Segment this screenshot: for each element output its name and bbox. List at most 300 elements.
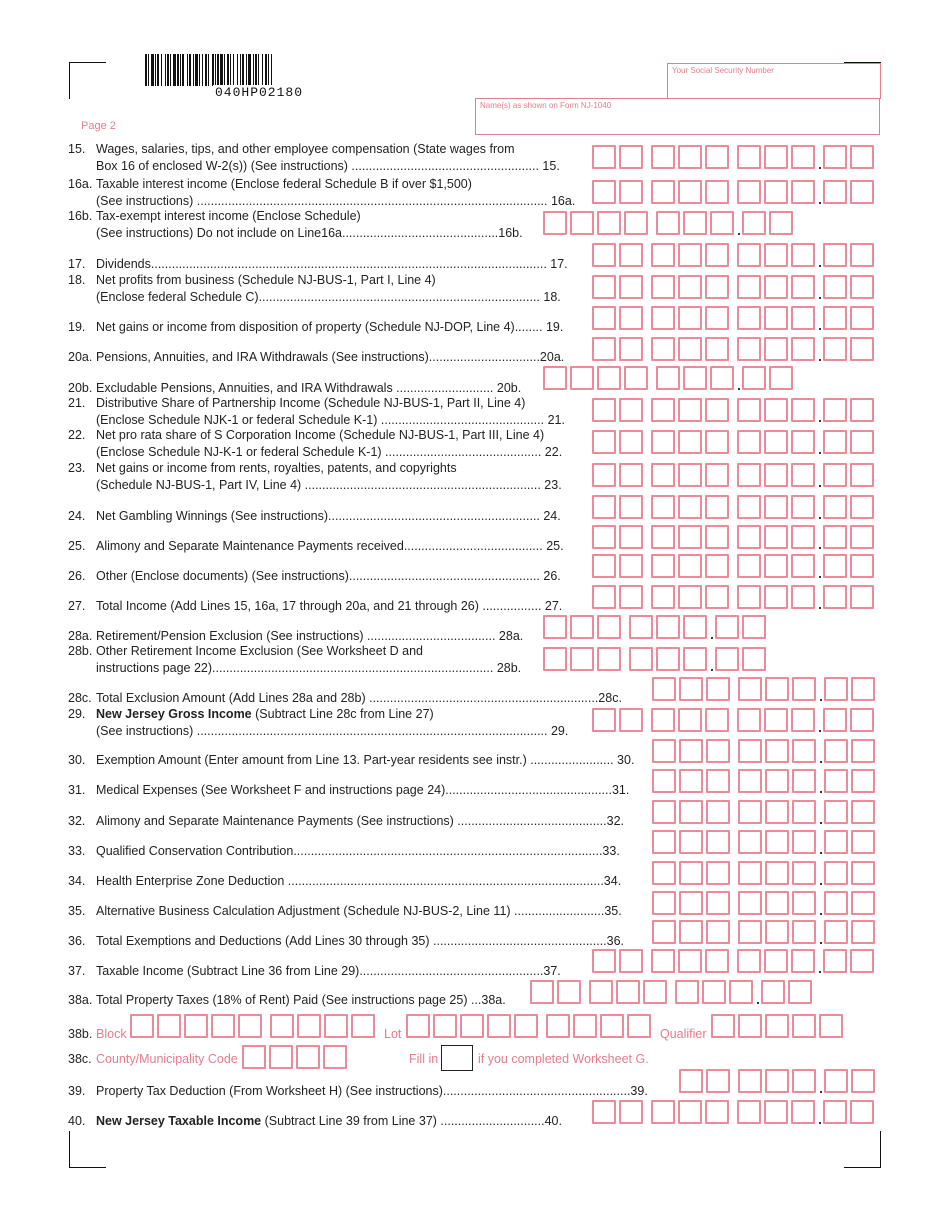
line-32-digit-box[interactable] <box>851 800 875 824</box>
line-17-digit-box[interactable] <box>764 243 788 267</box>
line-15-digit-box[interactable] <box>764 145 788 169</box>
line-17-digit-box[interactable] <box>791 243 815 267</box>
line-15-digit-box[interactable] <box>823 145 847 169</box>
name-field[interactable] <box>475 98 880 135</box>
line-39-digit-box[interactable] <box>824 1069 848 1093</box>
line-40-digit-box[interactable] <box>791 1100 815 1124</box>
line-34-digit-box[interactable] <box>851 861 875 885</box>
line-34-digit-box[interactable] <box>679 861 703 885</box>
line-24-digit-box[interactable] <box>791 495 815 519</box>
line-31-digit-box[interactable] <box>792 769 816 793</box>
line-21-digit-box[interactable] <box>850 398 874 422</box>
line-19-digit-box[interactable] <box>850 306 874 330</box>
line-30-digit-box[interactable] <box>851 739 875 763</box>
line-32-digit-box[interactable] <box>679 800 703 824</box>
line-28a-digit-box[interactable] <box>629 615 653 639</box>
line-20b-digit-box[interactable] <box>597 366 621 390</box>
line-34-digit-box[interactable] <box>738 861 762 885</box>
line-40-digit-box[interactable] <box>651 1100 675 1124</box>
line-39-digit-box[interactable] <box>679 1069 703 1093</box>
line-23-digit-box[interactable] <box>737 463 761 487</box>
line-33-digit-box[interactable] <box>738 830 762 854</box>
line-20a-digit-box[interactable] <box>705 337 729 361</box>
line-19-digit-box[interactable] <box>764 306 788 330</box>
line-36-digit-box[interactable] <box>706 920 730 944</box>
line-17-digit-box[interactable] <box>651 243 675 267</box>
line-27-digit-box[interactable] <box>823 585 847 609</box>
line-39-digit-box[interactable] <box>792 1069 816 1093</box>
line-36-digit-box[interactable] <box>738 920 762 944</box>
line-24-digit-box[interactable] <box>705 495 729 519</box>
line-21-digit-box[interactable] <box>791 398 815 422</box>
line-15-digit-box[interactable] <box>791 145 815 169</box>
line-25-digit-box[interactable] <box>850 525 874 549</box>
line-29-digit-box[interactable] <box>850 708 874 732</box>
line-28a-digit-box[interactable] <box>570 615 594 639</box>
line-21-digit-box[interactable] <box>592 398 616 422</box>
line-15-digit-box[interactable] <box>678 145 702 169</box>
line-32-digit-box[interactable] <box>824 800 848 824</box>
line-37-digit-box[interactable] <box>592 949 616 973</box>
line-16b-digit-box[interactable] <box>769 211 793 235</box>
line-38a-digit-box[interactable] <box>530 980 554 1004</box>
line-22-digit-box[interactable] <box>823 430 847 454</box>
line-36-digit-box[interactable] <box>765 920 789 944</box>
line-31-digit-box[interactable] <box>851 769 875 793</box>
line-23-digit-box[interactable] <box>823 463 847 487</box>
qualifier-digit-box[interactable] <box>738 1014 762 1038</box>
line-27-digit-box[interactable] <box>651 585 675 609</box>
line-16a-digit-box[interactable] <box>651 180 675 204</box>
line-32-digit-box[interactable] <box>706 800 730 824</box>
line-28c-digit-box[interactable] <box>652 677 676 701</box>
line-34-digit-box[interactable] <box>706 861 730 885</box>
line-18-digit-box[interactable] <box>764 275 788 299</box>
line-23-digit-box[interactable] <box>850 463 874 487</box>
line-22-digit-box[interactable] <box>678 430 702 454</box>
line-28c-digit-box[interactable] <box>792 677 816 701</box>
line-29-digit-box[interactable] <box>823 708 847 732</box>
line-16a-digit-box[interactable] <box>619 180 643 204</box>
line-36-digit-box[interactable] <box>652 920 676 944</box>
line-21-digit-box[interactable] <box>651 398 675 422</box>
ssn-field[interactable] <box>667 63 881 99</box>
line-15-digit-box[interactable] <box>592 145 616 169</box>
line-23-digit-box[interactable] <box>764 463 788 487</box>
line-39-digit-box[interactable] <box>765 1069 789 1093</box>
line-33-digit-box[interactable] <box>824 830 848 854</box>
line-28b-digit-box[interactable] <box>742 647 766 671</box>
line-28b-digit-box[interactable] <box>543 647 567 671</box>
line-34-digit-box[interactable] <box>824 861 848 885</box>
line-18-digit-box[interactable] <box>791 275 815 299</box>
line-31-digit-box[interactable] <box>765 769 789 793</box>
line-23-digit-box[interactable] <box>791 463 815 487</box>
line-37-digit-box[interactable] <box>791 949 815 973</box>
line-26-digit-box[interactable] <box>705 554 729 578</box>
line-21-digit-box[interactable] <box>823 398 847 422</box>
line-17-digit-box[interactable] <box>737 243 761 267</box>
line-18-digit-box[interactable] <box>737 275 761 299</box>
line-33-digit-box[interactable] <box>679 830 703 854</box>
line-22-digit-box[interactable] <box>764 430 788 454</box>
line-32-digit-box[interactable] <box>765 800 789 824</box>
line-37-digit-box[interactable] <box>737 949 761 973</box>
qualifier-digit-box[interactable] <box>711 1014 735 1038</box>
line-28a-digit-box[interactable] <box>543 615 567 639</box>
line-27-digit-box[interactable] <box>619 585 643 609</box>
line-27-digit-box[interactable] <box>678 585 702 609</box>
line-27-digit-box[interactable] <box>737 585 761 609</box>
line-23-digit-box[interactable] <box>678 463 702 487</box>
line-24-digit-box[interactable] <box>737 495 761 519</box>
line-22-digit-box[interactable] <box>791 430 815 454</box>
line-29-digit-box[interactable] <box>705 708 729 732</box>
lot-digit-box[interactable] <box>406 1014 430 1038</box>
line-24-digit-box[interactable] <box>619 495 643 519</box>
line-29-digit-box[interactable] <box>737 708 761 732</box>
line-27-digit-box[interactable] <box>764 585 788 609</box>
line-20b-digit-box[interactable] <box>543 366 567 390</box>
line-16a-digit-box[interactable] <box>592 180 616 204</box>
line-17-digit-box[interactable] <box>619 243 643 267</box>
block-digit-box[interactable] <box>211 1014 235 1038</box>
line-20b-digit-box[interactable] <box>742 366 766 390</box>
line-18-digit-box[interactable] <box>651 275 675 299</box>
line-17-digit-box[interactable] <box>823 243 847 267</box>
line-29-digit-box[interactable] <box>678 708 702 732</box>
line-28c-digit-box[interactable] <box>851 677 875 701</box>
line-16b-digit-box[interactable] <box>597 211 621 235</box>
qualifier-digit-box[interactable] <box>765 1014 789 1038</box>
block-digit-box[interactable] <box>184 1014 208 1038</box>
line-16a-digit-box[interactable] <box>823 180 847 204</box>
line-22-digit-box[interactable] <box>850 430 874 454</box>
line-37-digit-box[interactable] <box>705 949 729 973</box>
line-38a-digit-box[interactable] <box>616 980 640 1004</box>
line-26-digit-box[interactable] <box>850 554 874 578</box>
line-25-digit-box[interactable] <box>651 525 675 549</box>
line-22-digit-box[interactable] <box>705 430 729 454</box>
block-digit-box[interactable] <box>351 1014 375 1038</box>
line-24-digit-box[interactable] <box>823 495 847 519</box>
line-20b-digit-box[interactable] <box>570 366 594 390</box>
line-40-digit-box[interactable] <box>850 1100 874 1124</box>
line-19-digit-box[interactable] <box>592 306 616 330</box>
county-code-digit-box[interactable] <box>323 1045 347 1069</box>
line-25-digit-box[interactable] <box>619 525 643 549</box>
line-24-digit-box[interactable] <box>850 495 874 519</box>
line-29-digit-box[interactable] <box>651 708 675 732</box>
block-digit-box[interactable] <box>270 1014 294 1038</box>
county-code-digit-box[interactable] <box>269 1045 293 1069</box>
line-28c-digit-box[interactable] <box>738 677 762 701</box>
line-29-digit-box[interactable] <box>791 708 815 732</box>
line-40-digit-box[interactable] <box>737 1100 761 1124</box>
line-37-digit-box[interactable] <box>823 949 847 973</box>
line-16b-digit-box[interactable] <box>624 211 648 235</box>
line-20a-digit-box[interactable] <box>678 337 702 361</box>
line-37-digit-box[interactable] <box>850 949 874 973</box>
line-20a-digit-box[interactable] <box>737 337 761 361</box>
line-39-digit-box[interactable] <box>738 1069 762 1093</box>
line-24-digit-box[interactable] <box>678 495 702 519</box>
line-20a-digit-box[interactable] <box>823 337 847 361</box>
line-31-digit-box[interactable] <box>824 769 848 793</box>
line-23-digit-box[interactable] <box>705 463 729 487</box>
line-20b-digit-box[interactable] <box>656 366 680 390</box>
line-17-digit-box[interactable] <box>678 243 702 267</box>
worksheet-g-checkbox[interactable] <box>441 1045 473 1071</box>
line-28a-digit-box[interactable] <box>683 615 707 639</box>
line-28b-digit-box[interactable] <box>656 647 680 671</box>
line-16b-digit-box[interactable] <box>742 211 766 235</box>
line-29-digit-box[interactable] <box>592 708 616 732</box>
line-18-digit-box[interactable] <box>823 275 847 299</box>
line-26-digit-box[interactable] <box>619 554 643 578</box>
line-40-digit-box[interactable] <box>619 1100 643 1124</box>
lot-digit-box[interactable] <box>573 1014 597 1038</box>
line-21-digit-box[interactable] <box>705 398 729 422</box>
line-26-digit-box[interactable] <box>764 554 788 578</box>
line-16b-digit-box[interactable] <box>543 211 567 235</box>
line-25-digit-box[interactable] <box>678 525 702 549</box>
line-20a-digit-box[interactable] <box>791 337 815 361</box>
line-38a-digit-box[interactable] <box>557 980 581 1004</box>
line-19-digit-box[interactable] <box>619 306 643 330</box>
line-33-digit-box[interactable] <box>851 830 875 854</box>
lot-digit-box[interactable] <box>433 1014 457 1038</box>
line-22-digit-box[interactable] <box>619 430 643 454</box>
line-32-digit-box[interactable] <box>738 800 762 824</box>
line-15-digit-box[interactable] <box>705 145 729 169</box>
line-20a-digit-box[interactable] <box>850 337 874 361</box>
line-21-digit-box[interactable] <box>764 398 788 422</box>
line-16a-digit-box[interactable] <box>764 180 788 204</box>
line-16b-digit-box[interactable] <box>683 211 707 235</box>
line-19-digit-box[interactable] <box>737 306 761 330</box>
line-34-digit-box[interactable] <box>652 861 676 885</box>
line-35-digit-box[interactable] <box>851 891 875 915</box>
line-28c-digit-box[interactable] <box>824 677 848 701</box>
line-28c-digit-box[interactable] <box>765 677 789 701</box>
line-25-digit-box[interactable] <box>823 525 847 549</box>
line-36-digit-box[interactable] <box>824 920 848 944</box>
line-24-digit-box[interactable] <box>651 495 675 519</box>
line-37-digit-box[interactable] <box>678 949 702 973</box>
line-30-digit-box[interactable] <box>792 739 816 763</box>
line-31-digit-box[interactable] <box>679 769 703 793</box>
line-34-digit-box[interactable] <box>792 861 816 885</box>
line-29-digit-box[interactable] <box>619 708 643 732</box>
line-25-digit-box[interactable] <box>705 525 729 549</box>
line-35-digit-box[interactable] <box>792 891 816 915</box>
line-27-digit-box[interactable] <box>705 585 729 609</box>
line-40-digit-box[interactable] <box>764 1100 788 1124</box>
lot-digit-box[interactable] <box>627 1014 651 1038</box>
line-40-digit-box[interactable] <box>678 1100 702 1124</box>
line-29-digit-box[interactable] <box>764 708 788 732</box>
line-19-digit-box[interactable] <box>678 306 702 330</box>
line-27-digit-box[interactable] <box>592 585 616 609</box>
line-35-digit-box[interactable] <box>765 891 789 915</box>
line-28a-digit-box[interactable] <box>597 615 621 639</box>
line-16a-digit-box[interactable] <box>737 180 761 204</box>
line-18-digit-box[interactable] <box>850 275 874 299</box>
block-digit-box[interactable] <box>324 1014 348 1038</box>
line-20a-digit-box[interactable] <box>619 337 643 361</box>
line-38a-digit-box[interactable] <box>589 980 613 1004</box>
line-27-digit-box[interactable] <box>791 585 815 609</box>
line-25-digit-box[interactable] <box>737 525 761 549</box>
line-16b-digit-box[interactable] <box>570 211 594 235</box>
line-26-digit-box[interactable] <box>823 554 847 578</box>
line-28a-digit-box[interactable] <box>742 615 766 639</box>
line-20a-digit-box[interactable] <box>592 337 616 361</box>
line-17-digit-box[interactable] <box>705 243 729 267</box>
line-18-digit-box[interactable] <box>705 275 729 299</box>
line-20b-digit-box[interactable] <box>624 366 648 390</box>
line-26-digit-box[interactable] <box>791 554 815 578</box>
line-31-digit-box[interactable] <box>652 769 676 793</box>
line-19-digit-box[interactable] <box>651 306 675 330</box>
line-36-digit-box[interactable] <box>679 920 703 944</box>
line-31-digit-box[interactable] <box>706 769 730 793</box>
line-23-digit-box[interactable] <box>619 463 643 487</box>
line-30-digit-box[interactable] <box>706 739 730 763</box>
line-16a-digit-box[interactable] <box>705 180 729 204</box>
line-26-digit-box[interactable] <box>737 554 761 578</box>
block-digit-box[interactable] <box>238 1014 262 1038</box>
line-18-digit-box[interactable] <box>592 275 616 299</box>
line-38a-digit-box[interactable] <box>675 980 699 1004</box>
line-30-digit-box[interactable] <box>765 739 789 763</box>
line-26-digit-box[interactable] <box>651 554 675 578</box>
line-20a-digit-box[interactable] <box>764 337 788 361</box>
line-23-digit-box[interactable] <box>651 463 675 487</box>
line-20b-digit-box[interactable] <box>769 366 793 390</box>
line-25-digit-box[interactable] <box>764 525 788 549</box>
line-34-digit-box[interactable] <box>765 861 789 885</box>
line-20b-digit-box[interactable] <box>683 366 707 390</box>
line-23-digit-box[interactable] <box>592 463 616 487</box>
line-40-digit-box[interactable] <box>705 1100 729 1124</box>
line-30-digit-box[interactable] <box>652 739 676 763</box>
line-31-digit-box[interactable] <box>738 769 762 793</box>
line-28c-digit-box[interactable] <box>679 677 703 701</box>
line-24-digit-box[interactable] <box>764 495 788 519</box>
line-40-digit-box[interactable] <box>823 1100 847 1124</box>
line-20b-digit-box[interactable] <box>710 366 734 390</box>
line-30-digit-box[interactable] <box>738 739 762 763</box>
line-38a-digit-box[interactable] <box>702 980 726 1004</box>
county-code-digit-box[interactable] <box>242 1045 266 1069</box>
line-36-digit-box[interactable] <box>851 920 875 944</box>
line-19-digit-box[interactable] <box>791 306 815 330</box>
lot-digit-box[interactable] <box>487 1014 511 1038</box>
line-35-digit-box[interactable] <box>679 891 703 915</box>
line-35-digit-box[interactable] <box>738 891 762 915</box>
lot-digit-box[interactable] <box>600 1014 624 1038</box>
line-38a-digit-box[interactable] <box>761 980 785 1004</box>
line-21-digit-box[interactable] <box>619 398 643 422</box>
line-32-digit-box[interactable] <box>652 800 676 824</box>
line-26-digit-box[interactable] <box>678 554 702 578</box>
line-28b-digit-box[interactable] <box>597 647 621 671</box>
line-28b-digit-box[interactable] <box>629 647 653 671</box>
line-30-digit-box[interactable] <box>679 739 703 763</box>
line-37-digit-box[interactable] <box>764 949 788 973</box>
line-35-digit-box[interactable] <box>824 891 848 915</box>
line-22-digit-box[interactable] <box>651 430 675 454</box>
line-35-digit-box[interactable] <box>652 891 676 915</box>
line-18-digit-box[interactable] <box>678 275 702 299</box>
line-19-digit-box[interactable] <box>705 306 729 330</box>
block-digit-box[interactable] <box>157 1014 181 1038</box>
line-36-digit-box[interactable] <box>792 920 816 944</box>
line-37-digit-box[interactable] <box>619 949 643 973</box>
block-digit-box[interactable] <box>297 1014 321 1038</box>
line-39-digit-box[interactable] <box>851 1069 875 1093</box>
line-28b-digit-box[interactable] <box>570 647 594 671</box>
lot-digit-box[interactable] <box>460 1014 484 1038</box>
line-28c-digit-box[interactable] <box>706 677 730 701</box>
line-33-digit-box[interactable] <box>652 830 676 854</box>
line-28b-digit-box[interactable] <box>715 647 739 671</box>
line-15-digit-box[interactable] <box>619 145 643 169</box>
line-33-digit-box[interactable] <box>706 830 730 854</box>
line-39-digit-box[interactable] <box>706 1069 730 1093</box>
line-16a-digit-box[interactable] <box>678 180 702 204</box>
line-27-digit-box[interactable] <box>850 585 874 609</box>
line-19-digit-box[interactable] <box>823 306 847 330</box>
county-code-digit-box[interactable] <box>296 1045 320 1069</box>
line-38a-digit-box[interactable] <box>729 980 753 1004</box>
line-28a-digit-box[interactable] <box>715 615 739 639</box>
line-20a-digit-box[interactable] <box>651 337 675 361</box>
line-28b-digit-box[interactable] <box>683 647 707 671</box>
line-15-digit-box[interactable] <box>651 145 675 169</box>
line-35-digit-box[interactable] <box>706 891 730 915</box>
line-37-digit-box[interactable] <box>651 949 675 973</box>
line-28a-digit-box[interactable] <box>656 615 680 639</box>
line-21-digit-box[interactable] <box>678 398 702 422</box>
line-18-digit-box[interactable] <box>619 275 643 299</box>
line-16a-digit-box[interactable] <box>850 180 874 204</box>
line-22-digit-box[interactable] <box>737 430 761 454</box>
line-33-digit-box[interactable] <box>765 830 789 854</box>
line-16a-digit-box[interactable] <box>791 180 815 204</box>
qualifier-digit-box[interactable] <box>792 1014 816 1038</box>
line-38a-digit-box[interactable] <box>643 980 667 1004</box>
line-38a-digit-box[interactable] <box>788 980 812 1004</box>
line-24-digit-box[interactable] <box>592 495 616 519</box>
line-17-digit-box[interactable] <box>850 243 874 267</box>
line-25-digit-box[interactable] <box>791 525 815 549</box>
qualifier-digit-box[interactable] <box>819 1014 843 1038</box>
line-26-digit-box[interactable] <box>592 554 616 578</box>
lot-digit-box[interactable] <box>514 1014 538 1038</box>
line-16b-digit-box[interactable] <box>710 211 734 235</box>
line-25-digit-box[interactable] <box>592 525 616 549</box>
line-22-digit-box[interactable] <box>592 430 616 454</box>
line-16b-digit-box[interactable] <box>656 211 680 235</box>
line-40-digit-box[interactable] <box>592 1100 616 1124</box>
line-15-digit-box[interactable] <box>737 145 761 169</box>
lot-digit-box[interactable] <box>546 1014 570 1038</box>
line-17-digit-box[interactable] <box>592 243 616 267</box>
line-30-digit-box[interactable] <box>824 739 848 763</box>
